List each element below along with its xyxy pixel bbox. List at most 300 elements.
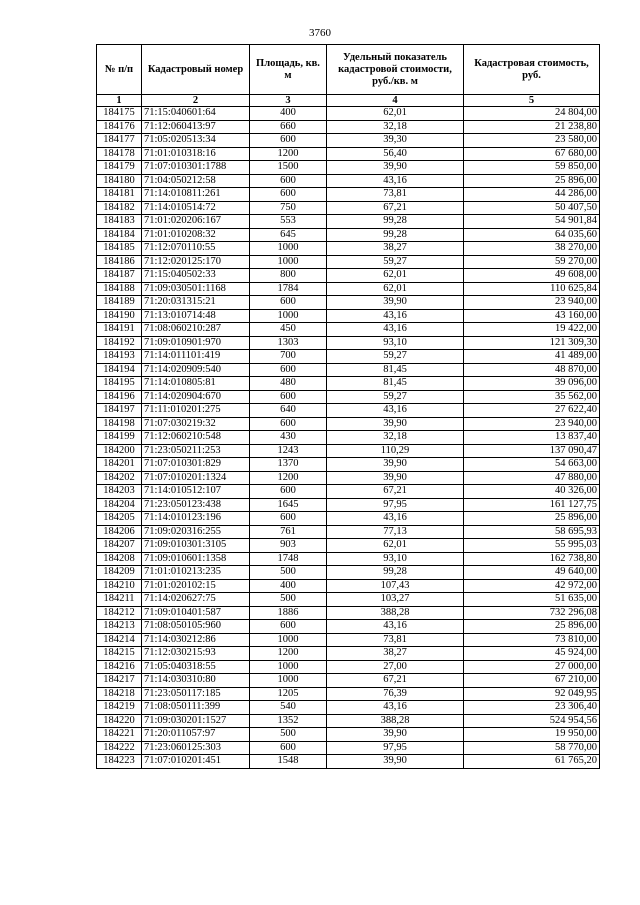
area-cell: 450 <box>250 323 327 337</box>
rate-cell: 43,16 <box>327 512 464 526</box>
table-row <box>97 620 600 634</box>
table-row <box>97 471 600 485</box>
area-cell: 1200 <box>250 647 327 661</box>
rate-cell: 62,01 <box>327 269 464 283</box>
cadastral-number-cell: 71:09:010301:3105 <box>142 539 250 553</box>
area-cell: 600 <box>250 512 327 526</box>
cadastral-number-cell: 71:09:020316:255 <box>142 525 250 539</box>
table-row <box>97 228 600 242</box>
table-row <box>97 593 600 607</box>
table-body <box>97 107 600 769</box>
area-cell: 761 <box>250 525 327 539</box>
cadastral-number-cell: 71:23:050211:253 <box>142 444 250 458</box>
row-index-cell: 184198 <box>97 417 142 431</box>
row-index-cell: 184218 <box>97 687 142 701</box>
area-cell: 1000 <box>250 633 327 647</box>
row-index-cell: 184175 <box>97 107 142 121</box>
rate-cell: 43,16 <box>327 309 464 323</box>
rate-cell: 97,95 <box>327 741 464 755</box>
row-index-cell: 184204 <box>97 498 142 512</box>
row-index-cell: 184223 <box>97 755 142 769</box>
rate-cell: 93,10 <box>327 336 464 350</box>
rate-cell: 62,01 <box>327 282 464 296</box>
area-cell: 600 <box>250 296 327 310</box>
cadastral-number-cell: 71:14:011101:419 <box>142 350 250 364</box>
column-number-row <box>97 95 600 107</box>
area-cell: 1645 <box>250 498 327 512</box>
header-area: Площадь, кв. м <box>250 45 327 95</box>
table-row <box>97 579 600 593</box>
rate-cell: 43,16 <box>327 404 464 418</box>
row-index-cell: 184187 <box>97 269 142 283</box>
header-cadastral-number: Кадастровый номер <box>142 45 250 95</box>
table-row <box>97 363 600 377</box>
table-row <box>97 323 600 337</box>
row-index-cell: 184193 <box>97 350 142 364</box>
table-row <box>97 606 600 620</box>
cadastral-number-cell: 71:01:010318:16 <box>142 147 250 161</box>
table-row <box>97 714 600 728</box>
cost-cell: 49 640,00 <box>464 566 600 580</box>
rate-cell: 39,90 <box>327 458 464 472</box>
row-index-cell: 184208 <box>97 552 142 566</box>
cadastral-number-cell: 71:08:050105:960 <box>142 620 250 634</box>
rate-cell: 77,13 <box>327 525 464 539</box>
rate-cell: 39,90 <box>327 728 464 742</box>
header-rate: Удельный показатель кадастровой стоимости, руб./кв. м <box>327 45 464 95</box>
table-row <box>97 647 600 661</box>
cost-cell: 45 924,00 <box>464 647 600 661</box>
cadastral-number-cell: 71:14:010514:72 <box>142 201 250 215</box>
rate-cell: 39,90 <box>327 755 464 769</box>
row-index-cell: 184189 <box>97 296 142 310</box>
row-index-cell: 184188 <box>97 282 142 296</box>
rate-cell: 99,28 <box>327 228 464 242</box>
column-number: 1 <box>97 95 142 107</box>
area-cell: 903 <box>250 539 327 553</box>
cost-cell: 42 972,00 <box>464 579 600 593</box>
cost-cell: 24 804,00 <box>464 107 600 121</box>
row-index-cell: 184211 <box>97 593 142 607</box>
area-cell: 500 <box>250 593 327 607</box>
cost-cell: 27 622,40 <box>464 404 600 418</box>
cost-cell: 67 680,00 <box>464 147 600 161</box>
row-index-cell: 184186 <box>97 255 142 269</box>
rate-cell: 81,45 <box>327 377 464 391</box>
cadastral-number-cell: 71:07:010201:451 <box>142 755 250 769</box>
cost-cell: 58 770,00 <box>464 741 600 755</box>
cadastral-number-cell: 71:12:070110:55 <box>142 242 250 256</box>
row-index-cell: 184196 <box>97 390 142 404</box>
area-cell: 1370 <box>250 458 327 472</box>
area-cell: 1000 <box>250 255 327 269</box>
area-cell: 1200 <box>250 147 327 161</box>
table-row <box>97 566 600 580</box>
table-row <box>97 444 600 458</box>
cost-cell: 25 896,00 <box>464 620 600 634</box>
row-index-cell: 184217 <box>97 674 142 688</box>
area-cell: 540 <box>250 701 327 715</box>
area-cell: 600 <box>250 485 327 499</box>
rate-cell: 43,16 <box>327 323 464 337</box>
cost-cell: 44 286,00 <box>464 188 600 202</box>
rate-cell: 99,28 <box>327 566 464 580</box>
table-row <box>97 552 600 566</box>
cost-cell: 58 695,93 <box>464 525 600 539</box>
row-index-cell: 184214 <box>97 633 142 647</box>
cadastral-number-cell: 71:20:011057:97 <box>142 728 250 742</box>
cost-cell: 43 160,00 <box>464 309 600 323</box>
cadastral-number-cell: 71:12:030215:93 <box>142 647 250 661</box>
row-index-cell: 184222 <box>97 741 142 755</box>
rate-cell: 103,27 <box>327 593 464 607</box>
cadastral-number-cell: 71:20:031315:21 <box>142 296 250 310</box>
cadastral-number-cell: 71:05:020513:34 <box>142 134 250 148</box>
table-row <box>97 485 600 499</box>
row-index-cell: 184192 <box>97 336 142 350</box>
table-row <box>97 350 600 364</box>
area-cell: 750 <box>250 201 327 215</box>
cadastral-number-cell: 71:01:010208:32 <box>142 228 250 242</box>
table-row <box>97 660 600 674</box>
rate-cell: 27,00 <box>327 660 464 674</box>
area-cell: 600 <box>250 741 327 755</box>
table-row <box>97 134 600 148</box>
cost-cell: 23 580,00 <box>464 134 600 148</box>
area-cell: 1748 <box>250 552 327 566</box>
cost-cell: 19 422,00 <box>464 323 600 337</box>
cost-cell: 35 562,00 <box>464 390 600 404</box>
area-cell: 1548 <box>250 755 327 769</box>
row-index-cell: 184191 <box>97 323 142 337</box>
row-index-cell: 184207 <box>97 539 142 553</box>
cost-cell: 73 810,00 <box>464 633 600 647</box>
area-cell: 500 <box>250 728 327 742</box>
header-row <box>97 45 600 95</box>
table-row <box>97 701 600 715</box>
area-cell: 1200 <box>250 471 327 485</box>
area-cell: 1000 <box>250 674 327 688</box>
rate-cell: 39,90 <box>327 471 464 485</box>
cadastral-number-cell: 71:08:050111:399 <box>142 701 250 715</box>
area-cell: 800 <box>250 269 327 283</box>
rate-cell: 43,16 <box>327 620 464 634</box>
cadastral-number-cell: 71:14:030310:80 <box>142 674 250 688</box>
table-row <box>97 174 600 188</box>
rate-cell: 59,27 <box>327 390 464 404</box>
column-number: 2 <box>142 95 250 107</box>
area-cell: 500 <box>250 566 327 580</box>
cadastral-number-cell: 71:07:010301:829 <box>142 458 250 472</box>
table-row <box>97 512 600 526</box>
row-index-cell: 184194 <box>97 363 142 377</box>
rate-cell: 107,43 <box>327 579 464 593</box>
column-number: 4 <box>327 95 464 107</box>
header-index: № п/п <box>97 45 142 95</box>
rate-cell: 59,27 <box>327 350 464 364</box>
cost-cell: 23 940,00 <box>464 417 600 431</box>
area-cell: 1303 <box>250 336 327 350</box>
cost-cell: 50 407,50 <box>464 201 600 215</box>
cost-cell: 13 837,40 <box>464 431 600 445</box>
area-cell: 553 <box>250 215 327 229</box>
cost-cell: 23 940,00 <box>464 296 600 310</box>
area-cell: 600 <box>250 390 327 404</box>
row-index-cell: 184181 <box>97 188 142 202</box>
row-index-cell: 184197 <box>97 404 142 418</box>
cost-cell: 51 635,00 <box>464 593 600 607</box>
cost-cell: 25 896,00 <box>464 174 600 188</box>
area-cell: 480 <box>250 377 327 391</box>
row-index-cell: 184199 <box>97 431 142 445</box>
table-row <box>97 282 600 296</box>
cadastral-number-cell: 71:07:010201:1324 <box>142 471 250 485</box>
rate-cell: 97,95 <box>327 498 464 512</box>
cadastral-number-cell: 71:01:020206:167 <box>142 215 250 229</box>
rate-cell: 388,28 <box>327 606 464 620</box>
table-row <box>97 201 600 215</box>
rate-cell: 32,18 <box>327 431 464 445</box>
table-row <box>97 269 600 283</box>
row-index-cell: 184215 <box>97 647 142 661</box>
header-cost: Кадастровая стоимость, руб. <box>464 45 600 95</box>
table-row <box>97 755 600 769</box>
cadastral-number-cell: 71:14:030212:86 <box>142 633 250 647</box>
cadastral-number-cell: 71:09:010901:970 <box>142 336 250 350</box>
cadastral-number-cell: 71:09:030501:1168 <box>142 282 250 296</box>
table-row <box>97 458 600 472</box>
cadastral-number-cell: 71:01:010213:235 <box>142 566 250 580</box>
area-cell: 600 <box>250 174 327 188</box>
row-index-cell: 184210 <box>97 579 142 593</box>
row-index-cell: 184209 <box>97 566 142 580</box>
row-index-cell: 184183 <box>97 215 142 229</box>
cost-cell: 55 995,03 <box>464 539 600 553</box>
area-cell: 1000 <box>250 242 327 256</box>
rate-cell: 38,27 <box>327 242 464 256</box>
cadastral-number-cell: 71:09:010601:1358 <box>142 552 250 566</box>
cost-cell: 40 326,00 <box>464 485 600 499</box>
rate-cell: 62,01 <box>327 539 464 553</box>
table-row <box>97 242 600 256</box>
rate-cell: 67,21 <box>327 674 464 688</box>
cost-cell: 49 608,00 <box>464 269 600 283</box>
cost-cell: 19 950,00 <box>464 728 600 742</box>
cadastral-number-cell: 71:09:030201:1527 <box>142 714 250 728</box>
row-index-cell: 184200 <box>97 444 142 458</box>
table-row <box>97 417 600 431</box>
row-index-cell: 184177 <box>97 134 142 148</box>
row-index-cell: 184213 <box>97 620 142 634</box>
cost-cell: 38 270,00 <box>464 242 600 256</box>
row-index-cell: 184176 <box>97 120 142 134</box>
table-row <box>97 525 600 539</box>
row-index-cell: 184190 <box>97 309 142 323</box>
row-index-cell: 184185 <box>97 242 142 256</box>
area-cell: 1243 <box>250 444 327 458</box>
row-index-cell: 184203 <box>97 485 142 499</box>
rate-cell: 73,81 <box>327 188 464 202</box>
rate-cell: 99,28 <box>327 215 464 229</box>
cadastral-number-cell: 71:14:010123:196 <box>142 512 250 526</box>
table-row <box>97 255 600 269</box>
rate-cell: 81,45 <box>327 363 464 377</box>
cost-cell: 47 880,00 <box>464 471 600 485</box>
cadastral-number-cell: 71:11:010201:275 <box>142 404 250 418</box>
rate-cell: 32,18 <box>327 120 464 134</box>
rate-cell: 43,16 <box>327 701 464 715</box>
area-cell: 660 <box>250 120 327 134</box>
row-index-cell: 184180 <box>97 174 142 188</box>
table-row <box>97 215 600 229</box>
row-index-cell: 184219 <box>97 701 142 715</box>
rate-cell: 38,27 <box>327 647 464 661</box>
rate-cell: 93,10 <box>327 552 464 566</box>
area-cell: 600 <box>250 417 327 431</box>
cost-cell: 48 870,00 <box>464 363 600 377</box>
rate-cell: 67,21 <box>327 201 464 215</box>
area-cell: 640 <box>250 404 327 418</box>
cadastral-number-cell: 71:15:040601:64 <box>142 107 250 121</box>
cost-cell: 41 489,00 <box>464 350 600 364</box>
cadastral-number-cell: 71:12:060413:97 <box>142 120 250 134</box>
row-index-cell: 184221 <box>97 728 142 742</box>
area-cell: 700 <box>250 350 327 364</box>
cadastral-number-cell: 71:12:060210:548 <box>142 431 250 445</box>
table-row <box>97 161 600 175</box>
area-cell: 1784 <box>250 282 327 296</box>
row-index-cell: 184216 <box>97 660 142 674</box>
area-cell: 600 <box>250 620 327 634</box>
row-index-cell: 184195 <box>97 377 142 391</box>
row-index-cell: 184220 <box>97 714 142 728</box>
table-row <box>97 431 600 445</box>
table-row <box>97 498 600 512</box>
cadastral-number-cell: 71:05:040318:55 <box>142 660 250 674</box>
table-row <box>97 107 600 121</box>
table-row <box>97 390 600 404</box>
area-cell: 1500 <box>250 161 327 175</box>
row-index-cell: 184178 <box>97 147 142 161</box>
table-row <box>97 336 600 350</box>
cost-cell: 64 035,60 <box>464 228 600 242</box>
cadastre-table <box>96 44 600 769</box>
cadastral-number-cell: 71:23:050117:185 <box>142 687 250 701</box>
cost-cell: 25 896,00 <box>464 512 600 526</box>
rate-cell: 110,29 <box>327 444 464 458</box>
table-row <box>97 674 600 688</box>
table-row <box>97 687 600 701</box>
cost-cell: 54 901,84 <box>464 215 600 229</box>
cadastral-number-cell: 71:08:060210:287 <box>142 323 250 337</box>
cost-cell: 161 127,75 <box>464 498 600 512</box>
row-index-cell: 184206 <box>97 525 142 539</box>
area-cell: 430 <box>250 431 327 445</box>
rate-cell: 67,21 <box>327 485 464 499</box>
cadastral-number-cell: 71:14:020904:670 <box>142 390 250 404</box>
rate-cell: 76,39 <box>327 687 464 701</box>
cadastral-number-cell: 71:14:010805:81 <box>142 377 250 391</box>
rate-cell: 73,81 <box>327 633 464 647</box>
cost-cell: 732 296,08 <box>464 606 600 620</box>
area-cell: 1000 <box>250 660 327 674</box>
table-row <box>97 147 600 161</box>
cadastral-number-cell: 71:14:020627:75 <box>142 593 250 607</box>
area-cell: 400 <box>250 579 327 593</box>
cadastral-number-cell: 71:14:010512:107 <box>142 485 250 499</box>
row-index-cell: 184212 <box>97 606 142 620</box>
cadastral-number-cell: 71:14:020909:540 <box>142 363 250 377</box>
cadastral-number-cell: 71:01:020102:15 <box>142 579 250 593</box>
area-cell: 600 <box>250 134 327 148</box>
table-row <box>97 404 600 418</box>
table-row <box>97 728 600 742</box>
cost-cell: 110 625,84 <box>464 282 600 296</box>
area-cell: 1886 <box>250 606 327 620</box>
cadastral-number-cell: 71:23:050123:438 <box>142 498 250 512</box>
area-cell: 1352 <box>250 714 327 728</box>
cost-cell: 54 663,00 <box>464 458 600 472</box>
table-row <box>97 741 600 755</box>
row-index-cell: 184179 <box>97 161 142 175</box>
cadastral-number-cell: 71:13:010714:48 <box>142 309 250 323</box>
cost-cell: 524 954,56 <box>464 714 600 728</box>
table-row <box>97 377 600 391</box>
area-cell: 645 <box>250 228 327 242</box>
table-row <box>97 120 600 134</box>
column-number: 5 <box>464 95 600 107</box>
rate-cell: 39,90 <box>327 417 464 431</box>
row-index-cell: 184201 <box>97 458 142 472</box>
cost-cell: 27 000,00 <box>464 660 600 674</box>
cadastral-number-cell: 71:15:040502:33 <box>142 269 250 283</box>
cost-cell: 39 096,00 <box>464 377 600 391</box>
rate-cell: 39,30 <box>327 134 464 148</box>
cost-cell: 67 210,00 <box>464 674 600 688</box>
table-row <box>97 309 600 323</box>
cost-cell: 21 238,80 <box>464 120 600 134</box>
area-cell: 400 <box>250 107 327 121</box>
row-index-cell: 184202 <box>97 471 142 485</box>
rate-cell: 39,90 <box>327 161 464 175</box>
cost-cell: 121 309,30 <box>464 336 600 350</box>
rate-cell: 388,28 <box>327 714 464 728</box>
row-index-cell: 184205 <box>97 512 142 526</box>
area-cell: 1000 <box>250 309 327 323</box>
column-number: 3 <box>250 95 327 107</box>
cost-cell: 59 850,00 <box>464 161 600 175</box>
cost-cell: 59 270,00 <box>464 255 600 269</box>
area-cell: 600 <box>250 363 327 377</box>
cadastral-number-cell: 71:14:010811:261 <box>142 188 250 202</box>
cadastral-number-cell: 71:12:020125:170 <box>142 255 250 269</box>
area-cell: 600 <box>250 188 327 202</box>
table-row <box>97 633 600 647</box>
area-cell: 1205 <box>250 687 327 701</box>
rate-cell: 62,01 <box>327 107 464 121</box>
cadastral-number-cell: 71:23:060125:303 <box>142 741 250 755</box>
rate-cell: 39,90 <box>327 296 464 310</box>
table-row <box>97 188 600 202</box>
cost-cell: 162 738,80 <box>464 552 600 566</box>
row-index-cell: 184182 <box>97 201 142 215</box>
cost-cell: 23 306,40 <box>464 701 600 715</box>
rate-cell: 43,16 <box>327 174 464 188</box>
table-row <box>97 296 600 310</box>
cadastral-number-cell: 71:07:010301:1788 <box>142 161 250 175</box>
cadastral-number-cell: 71:07:030219:32 <box>142 417 250 431</box>
cadastral-number-cell: 71:04:050212:58 <box>142 174 250 188</box>
